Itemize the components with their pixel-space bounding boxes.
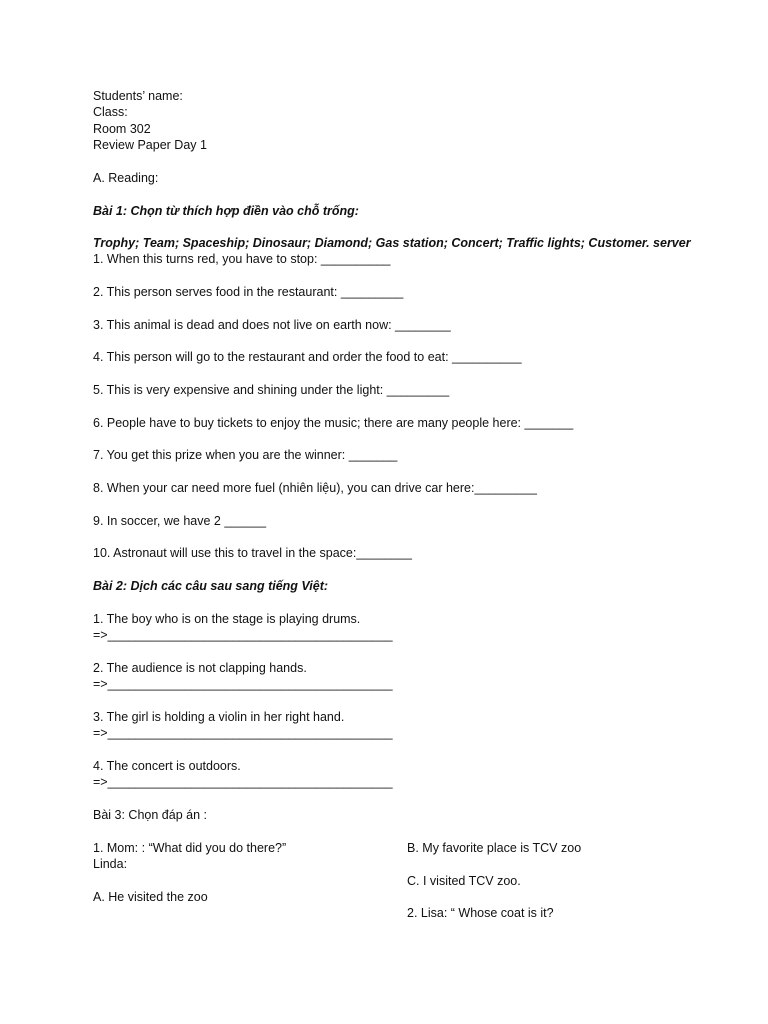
bai2-answer-line: =>_________________________________________: [93, 677, 393, 691]
word-bank: Trophy; Team; Spaceship; Dinosaur; Diamond; Gas station; Concert; Traffic lights; Customer. server: [93, 236, 691, 250]
bai3-q1-prompt: 1. Mom: : “What did you do there?”: [93, 841, 287, 855]
bai1-item: 4. This person will go to the restaurant and order the food to eat: __________: [93, 350, 522, 364]
bai2-sentence: 2. The audience is not clapping hands.: [93, 661, 307, 675]
bai1-heading: Bài 1: Chọn từ thích hợp điền vào chỗ trống:: [93, 204, 359, 218]
class-label: Class:: [93, 105, 128, 119]
bai3-q2-prompt: 2. Lisa: “ Whose coat is it?: [407, 906, 554, 920]
bai1-item: 3. This animal is dead and does not live on earth now: ________: [93, 318, 451, 332]
bai1-item: 7. You get this prize when you are the winner: _______: [93, 448, 398, 462]
paper-title: Review Paper Day 1: [93, 138, 207, 152]
bai2-sentence: 1. The boy who is on the stage is playing drums.: [93, 612, 361, 626]
bai1-item: 2. This person serves food in the restaurant: _________: [93, 285, 404, 299]
bai2-answer-line: =>_________________________________________: [93, 628, 393, 642]
bai3-option-b: B. My favorite place is TCV zoo: [407, 841, 582, 855]
bai1-item: 8. When your car need more fuel (nhiên liệu), you can drive car here:_________: [93, 481, 538, 495]
bai2-sentence: 3. The girl is holding a violin in her right hand.: [93, 710, 345, 724]
student-name-label: Students’ name:: [93, 89, 183, 103]
bai3-option-c: C. I visited TCV zoo.: [407, 874, 521, 888]
bai1-item: 6. People have to buy tickets to enjoy the music; there are many people here: _______: [93, 416, 574, 430]
bai1-item: 1. When this turns red, you have to stop: __________: [93, 252, 391, 266]
bai3-q1-speaker: Linda:: [93, 857, 128, 871]
bai1-item: 5. This is very expensive and shining under the light: _________: [93, 383, 450, 397]
bai3-heading: Bài 3: Chọn đáp án :: [93, 808, 207, 822]
bai2-answer-line: =>_________________________________________: [93, 775, 393, 789]
bai1-item: 10. Astronaut will use this to travel in the space:________: [93, 546, 412, 560]
bai3-option-a: A. He visited the zoo: [93, 890, 208, 904]
bai1-item: 9. In soccer, we have 2 ______: [93, 514, 267, 528]
bai2-heading: Bài 2: Dịch các câu sau sang tiếng Việt:: [93, 579, 329, 593]
section-a-heading: A. Reading:: [93, 171, 159, 185]
bai2-sentence: 4. The concert is outdoors.: [93, 759, 241, 773]
room-label: Room 302: [93, 122, 151, 136]
bai2-answer-line: =>_________________________________________: [93, 726, 393, 740]
